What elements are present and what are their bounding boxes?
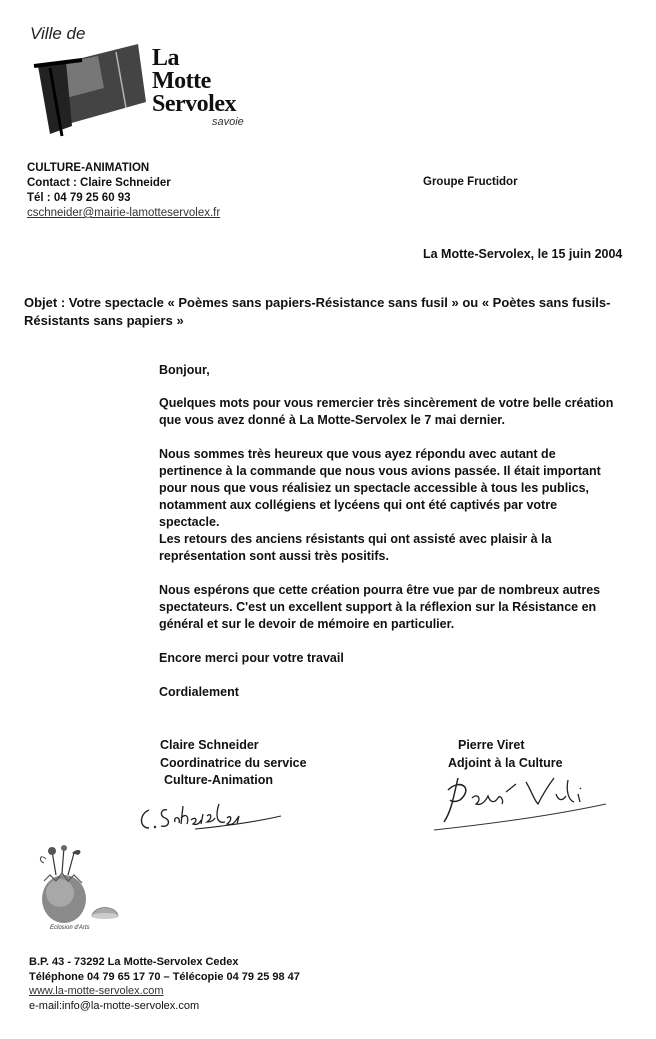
date-line: La Motte-Servolex, le 15 juin 2004 [423, 247, 623, 261]
logo-line-3: Servolex [152, 91, 236, 117]
paragraph-4: Encore merci pour votre travail [159, 651, 344, 665]
sender-phone: Tél : 04 79 25 60 93 [27, 192, 131, 204]
city-logo [28, 24, 268, 144]
logo-ville-text: Ville de [30, 24, 86, 43]
footer-email[interactable]: e-mail:info@la-motte-servolex.com [29, 999, 200, 1012]
sender-service: CULTURE-ANIMATION [27, 162, 150, 174]
logo-line-2: Motte [152, 68, 211, 94]
subject-line: Objet : Votre spectacle « Poèmes sans papiers-Résistance sans fusil » ou « Poètes sans fusils-Résistants sans papiers » [24, 295, 611, 328]
signatory-left-title: Coordinatrice du service [160, 755, 307, 770]
paragraph-2: Nous sommes très heureux que vous ayez répondu avec autant de pertinence à la commande que nous vous avions passée. Il était important pour nous que vous réalisiez un spectacle accessible à tous les publics, notamment aux collégiens et lycéens qui ont été captivés par votre spectacle. [159, 447, 601, 529]
paragraph-3: Nous espérons que cette création pourra être vue par de nombreux autres spectateurs. C'est un excellent support à la réflexion sur la Résistance en général et sur le devoir de mémoire en particulier. [159, 583, 601, 631]
signatory-left-name: Claire Schneider [160, 738, 259, 752]
sender-block [27, 161, 220, 221]
paragraph-2b: Les retours des anciens résistants qui ont assisté avec plaisir à la représentation sont aussi très positifs. [159, 532, 552, 563]
paragraph-1: Quelques mots pour vous remercier très sincèrement de votre belle création que vous avez donné à La Motte-Servolex le 7 mai dernier. [159, 396, 614, 427]
eclosion-art-icon [30, 845, 130, 925]
sender-email-link[interactable]: cschneider@mairie-lamotteservolex.fr [27, 207, 221, 219]
footer-website-link[interactable]: www.la-motte-servolex.com [29, 985, 164, 997]
signatory-left-service: Culture-Animation [164, 773, 274, 787]
footer-phone-fax: Téléphone 04 79 65 17 70 – Télécopie 04 79 25 98 47 [29, 970, 300, 983]
signatory-right [448, 737, 563, 772]
signatory-left [160, 737, 307, 790]
footer-postal-address: B.P. 43 - 73292 La Motte-Servolex Cedex [29, 956, 239, 968]
footer-contact [29, 955, 300, 1013]
signature-viret-icon [430, 770, 610, 832]
signatory-right-title: Adjoint à la Culture [448, 755, 563, 770]
logo-region: savoie [212, 116, 244, 128]
logo-line-1: La [152, 45, 180, 71]
signature-schneider-icon [135, 796, 285, 836]
logo-emblem-icon [28, 38, 158, 138]
closing: Cordialement [159, 685, 239, 699]
letter-body [159, 362, 619, 701]
sender-contact: Contact : Claire Schneider [27, 177, 171, 189]
recipient: Groupe Fructidor [423, 176, 518, 188]
art-caption: Eclosion d'Arts [50, 925, 90, 931]
signatory-right-name: Pierre Viret [458, 738, 525, 752]
greeting: Bonjour, [159, 363, 210, 377]
